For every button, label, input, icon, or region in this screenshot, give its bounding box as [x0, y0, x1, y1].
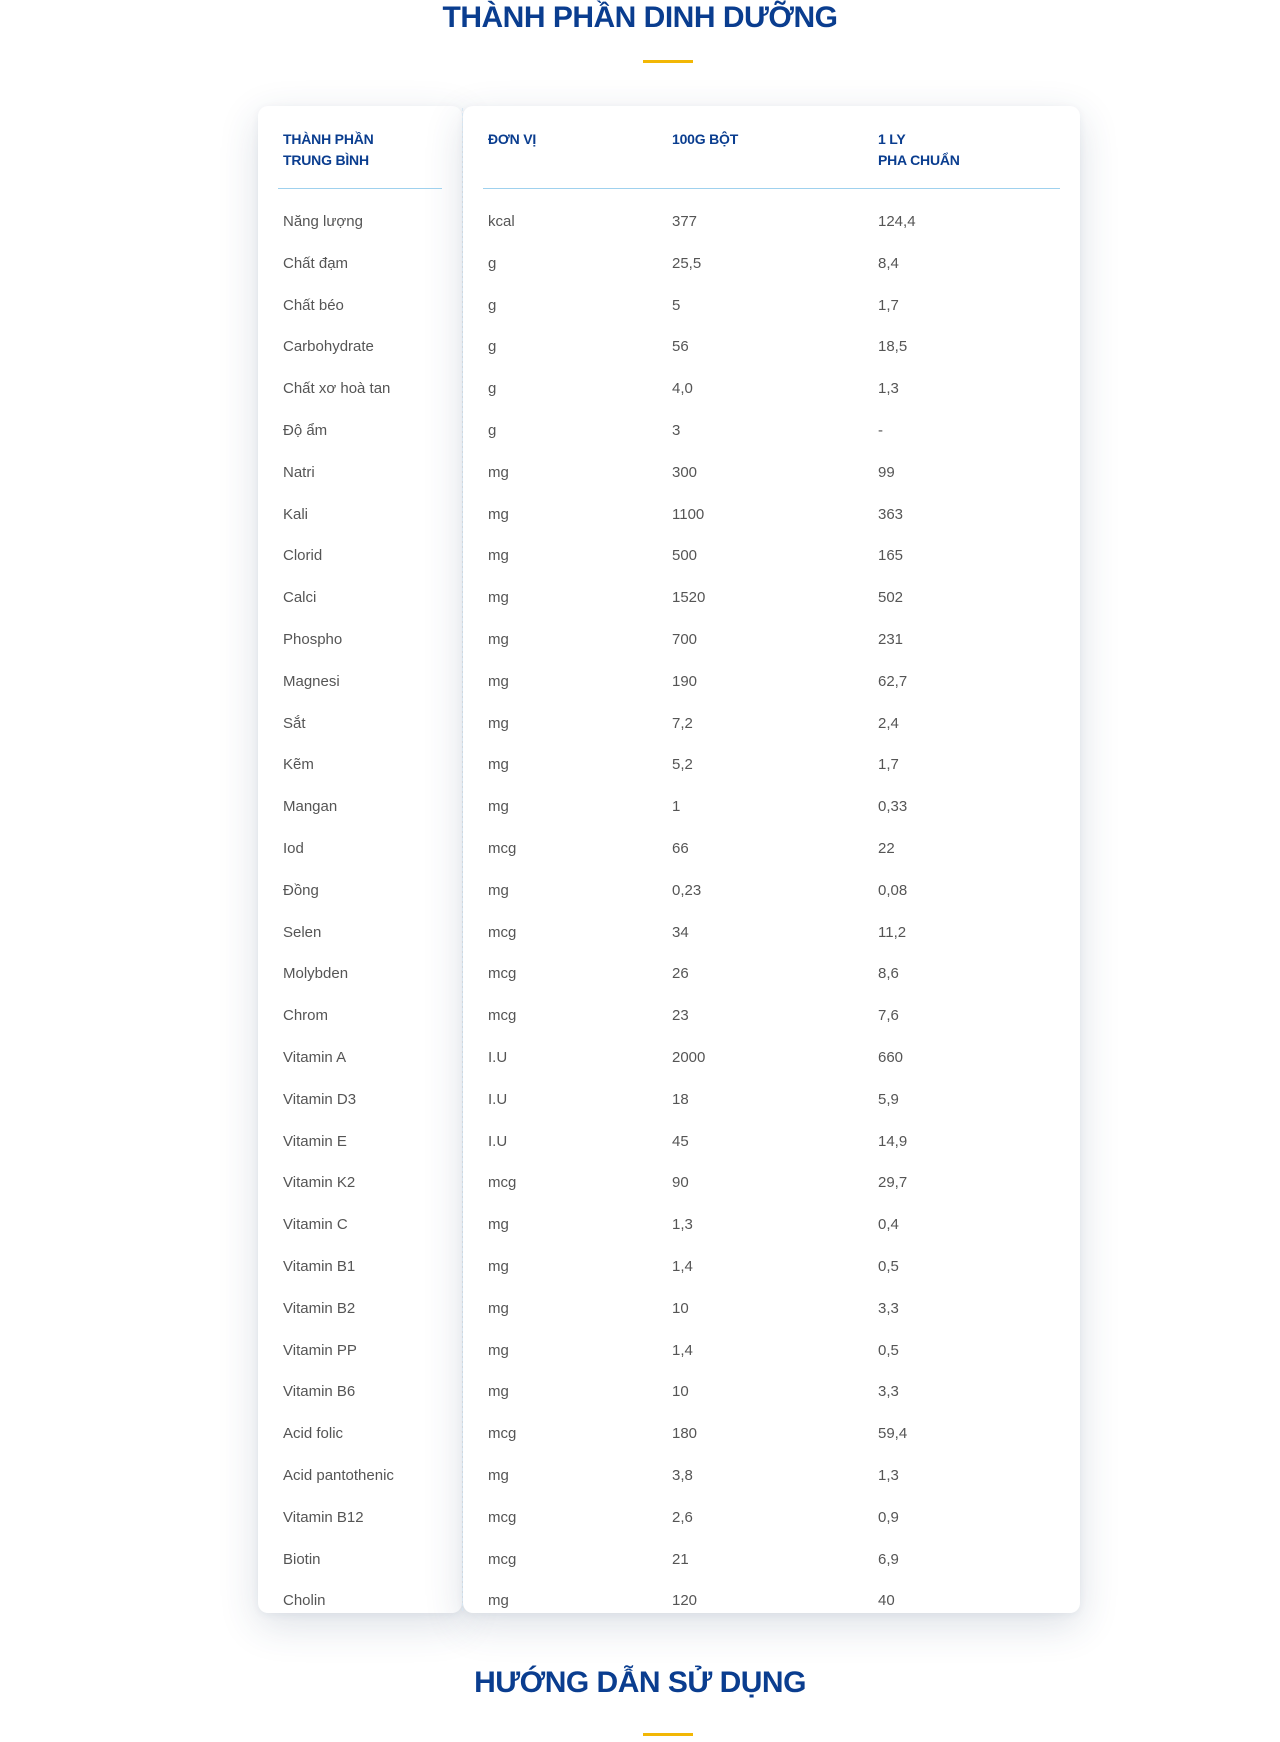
unit: mcg: [488, 1174, 517, 1192]
per-cup-value: 40: [878, 1592, 895, 1610]
table-row: [0, 1413, 1280, 1455]
table-row: [0, 828, 1280, 870]
per-cup-value: 1,3: [878, 380, 899, 398]
per-100g-value: 5,2: [672, 756, 693, 774]
per-cup-value: 124,4: [878, 213, 916, 230]
table-row: [0, 410, 1280, 452]
ingredient-name: Chất béo: [283, 296, 344, 314]
ingredient-name: Magnesi: [283, 672, 340, 690]
header-ingredient: THÀNH PHẦN TRUNG BÌNH: [283, 131, 374, 168]
unit: mg: [488, 463, 509, 481]
table-row: [0, 1455, 1280, 1497]
table-row: [0, 953, 1280, 995]
ingredient-name: Kẽm: [283, 756, 314, 774]
ingredient-name: Acid folic: [283, 1425, 344, 1443]
unit: mg: [488, 1216, 509, 1234]
table-row: [0, 1539, 1280, 1581]
ingredient-name: Vitamin E: [283, 1132, 347, 1150]
header-per-cup: 1 LY PHA CHUẨN: [878, 131, 960, 168]
per-cup-value: 7,6: [878, 1007, 899, 1025]
ingredient-name: Chất xơ hoà tan: [283, 380, 391, 398]
section-title: THÀNH PHẦN DINH DƯỠNG: [442, 1, 838, 34]
per-100g-value: 1,4: [672, 1257, 693, 1275]
ingredient-name: Vitamin D3: [283, 1090, 357, 1108]
per-cup-value: 2,4: [878, 714, 899, 732]
per-100g-value: 3: [672, 421, 681, 439]
table-row: [0, 1246, 1280, 1288]
table-row: [0, 368, 1280, 410]
unit: mg: [488, 1592, 509, 1610]
unit: mg: [488, 672, 509, 690]
table-row: [0, 1204, 1280, 1246]
per-100g-value: 3,8: [672, 1466, 693, 1484]
per-cup-value: 62,7: [878, 672, 908, 690]
table-row: [0, 1288, 1280, 1330]
per-100g-value: 190: [672, 672, 698, 690]
table-row: [0, 1497, 1280, 1539]
header-per-100g: 100G BỘT: [672, 131, 739, 147]
per-100g-value: 300: [672, 463, 698, 481]
unit: mcg: [488, 923, 517, 941]
unit: mg: [488, 1299, 509, 1317]
per-100g-value: 700: [672, 630, 698, 648]
unit: g: [488, 421, 497, 439]
per-cup-value: 3,3: [878, 1383, 899, 1401]
unit: mcg: [488, 965, 517, 983]
next-section-title: HƯỚNG DẪN SỬ DỤNG: [474, 1666, 806, 1699]
table-row: [0, 1121, 1280, 1163]
per-100g-value: 1,3: [672, 1216, 693, 1234]
per-cup-value: 0,5: [878, 1341, 899, 1359]
nutrition-table-body: [0, 201, 1280, 1622]
per-100g-value: 5: [672, 296, 681, 314]
table-row: [0, 661, 1280, 703]
table-row: [0, 577, 1280, 619]
per-cup-value: 0,08: [878, 881, 908, 899]
per-cup-value: 59,4: [878, 1425, 908, 1443]
unit: mcg: [488, 839, 517, 857]
per-100g-value: 34: [672, 923, 689, 941]
per-100g-value: 25,5: [672, 254, 702, 272]
ingredient-name: Phospho: [283, 630, 343, 648]
per-cup-value: 1,3: [878, 1466, 899, 1484]
unit: mg: [488, 881, 509, 899]
per-cup-value: 11,2: [878, 923, 907, 941]
ingredient-name: Natri: [283, 463, 315, 481]
unit: mcg: [488, 1508, 517, 1526]
ingredient-name: Cholin: [283, 1592, 326, 1610]
ingredient-name: Kali: [283, 505, 309, 523]
per-100g-value: 56: [672, 338, 689, 356]
table-row: [0, 995, 1280, 1037]
header-divider-right: [483, 188, 1060, 189]
per-100g-value: 4,0: [672, 380, 693, 398]
unit: I.U: [488, 1048, 508, 1066]
per-100g-value: 10: [672, 1383, 689, 1401]
per-100g-value: 45: [672, 1132, 689, 1150]
ingredient-name: Vitamin C: [283, 1216, 348, 1234]
table-row: [0, 870, 1280, 912]
table-row: [0, 201, 1280, 243]
unit: I.U: [488, 1090, 508, 1108]
ingredient-name: Carbohydrate: [283, 338, 374, 356]
table-row: [0, 285, 1280, 327]
unit: mg: [488, 630, 509, 648]
per-cup-value: 231: [878, 630, 904, 648]
ingredient-name: Mangan: [283, 798, 338, 816]
unit: g: [488, 296, 497, 314]
unit: mg: [488, 505, 509, 523]
ingredient-name: Vitamin B2: [283, 1299, 356, 1317]
table-row: [0, 912, 1280, 954]
per-cup-value: 14,9: [878, 1132, 908, 1150]
unit: mg: [488, 714, 509, 732]
per-cup-value: 660: [878, 1048, 904, 1066]
unit: g: [488, 380, 497, 398]
per-100g-value: 2000: [672, 1048, 706, 1066]
per-cup-value: 165: [878, 547, 904, 565]
unit: mg: [488, 1341, 509, 1359]
unit: mcg: [488, 1425, 517, 1443]
unit: I.U: [488, 1132, 508, 1150]
ingredient-name: Biotin: [283, 1550, 321, 1568]
unit: mg: [488, 798, 509, 816]
per-100g-value: 23: [672, 1007, 689, 1025]
per-cup-value: 8,6: [878, 965, 899, 983]
per-cup-value: 502: [878, 589, 904, 607]
per-cup-value: 6,9: [878, 1550, 899, 1568]
table-row: [0, 535, 1280, 577]
ingredient-name: Calci: [283, 589, 317, 607]
per-cup-value: 0,33: [878, 798, 908, 816]
table-row: [0, 452, 1280, 494]
per-cup-value: 3,3: [878, 1299, 899, 1317]
ingredient-name: Chất đạm: [283, 254, 349, 272]
table-row: [0, 1079, 1280, 1121]
ingredient-name: Sắt: [283, 714, 306, 732]
per-100g-value: 1: [672, 798, 681, 816]
table-row: [0, 1037, 1280, 1079]
ingredient-name: Chrom: [283, 1007, 329, 1025]
per-100g-value: 1100: [672, 505, 705, 523]
per-100g-value: 1520: [672, 589, 706, 607]
per-cup-value: 5,9: [878, 1090, 899, 1108]
per-100g-value: 0,23: [672, 881, 702, 899]
per-100g-value: 26: [672, 965, 689, 983]
per-100g-value: 120: [672, 1592, 698, 1610]
per-cup-value: 29,7: [878, 1174, 908, 1192]
title-underline: [643, 60, 693, 63]
per-100g-value: 10: [672, 1299, 689, 1317]
per-cup-value: 22: [878, 839, 895, 857]
per-100g-value: 377: [672, 213, 698, 230]
unit: mg: [488, 756, 509, 774]
header-unit: ĐƠN VỊ: [488, 131, 537, 147]
header-divider-left: [278, 188, 442, 189]
ingredient-name: Vitamin A: [283, 1048, 347, 1066]
table-row: [0, 786, 1280, 828]
ingredient-name: Iod: [283, 839, 304, 857]
per-100g-value: 7,2: [672, 714, 693, 732]
per-100g-value: 1,4: [672, 1341, 693, 1359]
table-row: [0, 744, 1280, 786]
per-cup-value: 1,7: [878, 296, 899, 314]
per-cup-value: 8,4: [878, 254, 899, 272]
per-cup-value: 0,5: [878, 1257, 899, 1275]
table-row: [0, 1162, 1280, 1204]
per-cup-value: 1,7: [878, 756, 899, 774]
ingredient-name: Clorid: [283, 547, 323, 565]
unit: mg: [488, 1257, 509, 1275]
per-cup-value: 99: [878, 463, 895, 481]
per-100g-value: 90: [672, 1174, 689, 1192]
per-100g-value: 180: [672, 1425, 698, 1443]
ingredient-name: Vitamin B6: [283, 1383, 356, 1401]
unit: mg: [488, 1466, 509, 1484]
unit: mcg: [488, 1550, 517, 1568]
table-row: [0, 494, 1280, 536]
ingredient-name: Vitamin B1: [283, 1257, 356, 1275]
per-100g-value: 2,6: [672, 1508, 693, 1526]
unit: g: [488, 338, 497, 356]
table-row: [0, 1330, 1280, 1372]
ingredient-name: Vitamin B12: [283, 1508, 364, 1526]
next-section-underline: [643, 1733, 693, 1736]
per-100g-value: 66: [672, 839, 689, 857]
table-row: [0, 243, 1280, 285]
per-100g-value: 500: [672, 547, 698, 565]
per-100g-value: 18: [672, 1090, 689, 1108]
table-row: [0, 326, 1280, 368]
table-row: [0, 1371, 1280, 1413]
per-cup-value: -: [878, 421, 883, 439]
per-cup-value: 0,4: [878, 1216, 899, 1234]
unit: mcg: [488, 1007, 517, 1025]
ingredient-name: Vitamin PP: [283, 1341, 357, 1359]
per-100g-value: 21: [672, 1550, 689, 1568]
per-cup-value: 363: [878, 505, 904, 523]
ingredient-name: Vitamin K2: [283, 1174, 356, 1192]
unit: mg: [488, 1383, 509, 1401]
ingredient-name: Đồng: [283, 881, 319, 899]
unit: mg: [488, 589, 509, 607]
unit: mg: [488, 547, 509, 565]
ingredient-name: Molybden: [283, 965, 349, 983]
ingredient-name: Năng lượng: [283, 213, 363, 230]
per-cup-value: 0,9: [878, 1508, 899, 1526]
unit: g: [488, 254, 497, 272]
ingredient-name: Acid pantothenic: [283, 1466, 394, 1484]
unit: kcal: [488, 213, 515, 230]
table-row: [0, 619, 1280, 661]
table-row: [0, 703, 1280, 745]
per-cup-value: 18,5: [878, 338, 908, 356]
ingredient-name: Selen: [283, 923, 322, 941]
table-row: [0, 1580, 1280, 1622]
ingredient-name: Độ ẩm: [283, 421, 328, 439]
